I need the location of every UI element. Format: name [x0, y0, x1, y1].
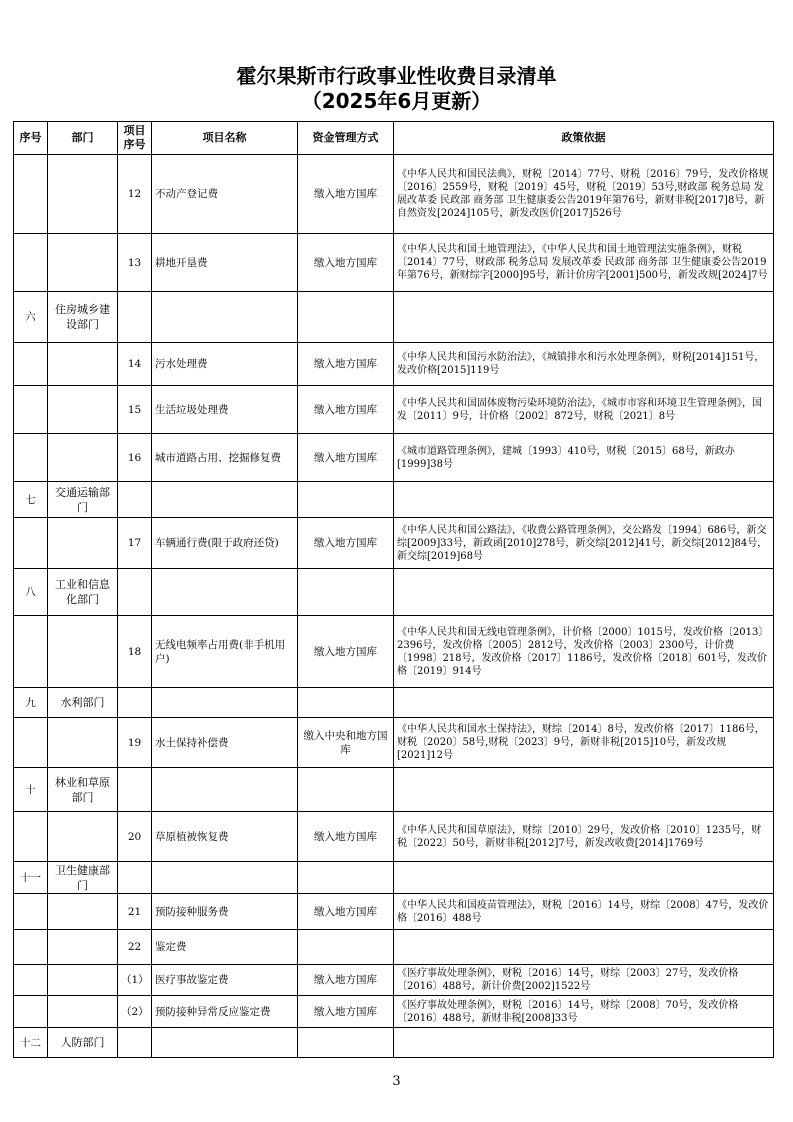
row-item-seq — [118, 1028, 152, 1058]
row-seq — [14, 812, 48, 862]
table-row — [14, 768, 774, 812]
row-dept: 人防部门 — [48, 1028, 118, 1058]
header-item-name: 项目名称 — [152, 122, 298, 155]
table-row — [14, 862, 774, 894]
table-row — [14, 434, 774, 482]
row-policy: 《中华人民共和国疫苗管理法》，财税〔2016〕14号，财综〔2008〕47号，发改价格〔2016〕488号 — [394, 894, 774, 930]
row-policy — [394, 482, 774, 518]
row-seq: 八 — [14, 569, 48, 616]
row-item-seq — [118, 482, 152, 518]
row-seq — [14, 616, 48, 688]
row-fund: 缴入地方国库 — [298, 996, 394, 1028]
row-policy — [394, 862, 774, 894]
row-item-seq: 21 — [118, 894, 152, 930]
row-fund: 缴入地方国库 — [298, 155, 394, 234]
row-item-name — [152, 1028, 298, 1058]
table-row — [14, 616, 774, 688]
row-fund — [298, 688, 394, 718]
row-item-name — [152, 862, 298, 894]
table-row — [14, 292, 774, 343]
row-item-name: 草原植被恢复费 — [152, 812, 298, 862]
row-item-seq: 18 — [118, 616, 152, 688]
row-dept — [48, 996, 118, 1028]
row-policy: 《中华人民共和国土地管理法》，《中华人民共和国土地管理法实施条例》，财税〔2014〕77号，财政部 税务总局 发展改革委 民政部 商务部 卫生健康委公告2019年第76号，新财综字[2000]95号，新计价房字[2001]500号，新发改规[2024]7号 — [394, 234, 774, 292]
row-item-name: 城市道路占用、挖掘修复费 — [152, 434, 298, 482]
document-subtitle: （2025年6月更新） — [301, 89, 492, 113]
row-seq — [14, 518, 48, 569]
row-seq: 十一 — [14, 862, 48, 894]
row-item-name: 预防接种异常反应鉴定费 — [152, 996, 298, 1028]
row-policy: 《中华人民共和国水土保持法》，财综〔2014〕8号，发改价格〔2017〕1186号，财税〔2020〕58号,财税〔2023〕9号，新财非税[2015]10号，新发改规[2021]12号 — [394, 718, 774, 768]
row-item-seq: 20 — [118, 812, 152, 862]
table-row — [14, 569, 774, 616]
header-seq: 序号 — [14, 122, 48, 155]
table-row — [14, 343, 774, 386]
row-item-name — [152, 482, 298, 518]
row-dept: 卫生健康部门 — [48, 862, 118, 894]
row-seq: 九 — [14, 688, 48, 718]
row-item-seq — [118, 862, 152, 894]
row-policy: 《中华人民共和国民法典》，财税〔2014〕77号、财税〔2016〕79号，发改价格规〔2016〕2559号，财税〔2019〕45号，财税〔2019〕53号,财政部 税务总局 发展改革委 民政部 商务部 卫生健康委公告2019年第76号，新财非税[2017]8号，新自然资发[2024]105号，新发改医价[2017]526号 — [394, 155, 774, 234]
row-item-seq: 16 — [118, 434, 152, 482]
table-row — [14, 718, 774, 768]
row-item-name: 预防接种服务费 — [152, 894, 298, 930]
row-policy: 《中华人民共和国污水防治法》，《城镇排水和污水处理条例》，财税[2014]151号，发改价格[2015]119号 — [394, 343, 774, 386]
table-row — [14, 965, 774, 996]
row-item-name: 水土保持补偿费 — [152, 718, 298, 768]
row-item-name: 鉴定费 — [152, 930, 298, 965]
row-fund — [298, 930, 394, 965]
row-item-seq — [118, 292, 152, 343]
row-item-seq: 13 — [118, 234, 152, 292]
row-policy — [394, 768, 774, 812]
row-seq: 六 — [14, 292, 48, 343]
row-item-seq — [118, 569, 152, 616]
fee-catalog-table — [13, 121, 774, 1058]
row-item-seq: 15 — [118, 386, 152, 434]
table-row — [14, 518, 774, 569]
row-dept — [48, 894, 118, 930]
row-item-seq: 19 — [118, 718, 152, 768]
row-item-name: 医疗事故鉴定费 — [152, 965, 298, 996]
table-row — [14, 482, 774, 518]
row-policy — [394, 688, 774, 718]
table-row — [14, 234, 774, 292]
row-policy: 《城市道路管理条例》，建城〔1993〕410号，财税〔2015〕68号，新政办[1999]38号 — [394, 434, 774, 482]
header-item-seq: 项目序号 — [118, 122, 152, 155]
table-row — [14, 996, 774, 1028]
row-policy: 《中华人民共和国无线电管理条例》，计价格〔2000〕1015号，发改价格〔2013〕2396号，发改价格〔2005〕2812号，发改价格〔2003〕2300号，计价费〔1998〕218号，发改价格〔2017〕1186号，发改价格〔2018〕601号，发改价格〔2019〕914号 — [394, 616, 774, 688]
row-dept — [48, 386, 118, 434]
row-item-name: 耕地开垦费 — [152, 234, 298, 292]
table-row — [14, 688, 774, 718]
row-dept — [48, 234, 118, 292]
header-fund: 资金管理方式 — [298, 122, 394, 155]
row-policy: 《医疗事故处理条例》，财税〔2016〕14号，财综〔2003〕27号，发改价格〔2016〕488号，新计价费[2002]1522号 — [394, 965, 774, 996]
row-item-name — [152, 768, 298, 812]
row-dept — [48, 930, 118, 965]
row-item-name: 生活垃圾处理费 — [152, 386, 298, 434]
row-policy: 《中华人民共和国草原法》，财综〔2010〕29号，发改价格〔2010〕1235号，财税〔2022〕50号，新财非税[2012]7号，新发改收费[2014]1769号 — [394, 812, 774, 862]
row-dept: 交通运输部门 — [48, 482, 118, 518]
row-seq — [14, 434, 48, 482]
row-seq: 七 — [14, 482, 48, 518]
row-fund — [298, 862, 394, 894]
row-dept: 住房城乡建设部门 — [48, 292, 118, 343]
row-item-seq: （2） — [118, 996, 152, 1028]
row-dept — [48, 434, 118, 482]
page-number: 3 — [392, 1074, 401, 1089]
row-seq — [14, 343, 48, 386]
row-fund — [298, 1028, 394, 1058]
row-seq: 十二 — [14, 1028, 48, 1058]
row-fund: 缴入地方国库 — [298, 812, 394, 862]
row-dept — [48, 965, 118, 996]
table-row — [14, 812, 774, 862]
row-seq — [14, 718, 48, 768]
row-seq — [14, 234, 48, 292]
row-dept — [48, 343, 118, 386]
row-dept — [48, 155, 118, 234]
row-fund: 缴入地方国库 — [298, 234, 394, 292]
header-dept: 部门 — [48, 122, 118, 155]
row-item-name: 无线电频率占用费(非手机用户) — [152, 616, 298, 688]
row-item-seq: 17 — [118, 518, 152, 569]
row-fund: 缴入地方国库 — [298, 965, 394, 996]
row-item-seq: 14 — [118, 343, 152, 386]
row-fund: 缴入地方国库 — [298, 434, 394, 482]
row-item-seq: 22 — [118, 930, 152, 965]
row-item-seq — [118, 768, 152, 812]
row-policy: 《中华人民共和国公路法》，《收费公路管理条例》，交公路发〔1994〕686号，新交综[2009]33号，新政函[2010]278号，新交综[2012]41号，新交综[2012]84号，新交综[2019]68号 — [394, 518, 774, 569]
row-seq — [14, 996, 48, 1028]
row-item-name: 车辆通行费(限于政府还贷) — [152, 518, 298, 569]
row-policy — [394, 1028, 774, 1058]
row-fund: 缴入地方国库 — [298, 386, 394, 434]
row-seq — [14, 386, 48, 434]
row-item-seq: （1） — [118, 965, 152, 996]
row-fund: 缴入地方国库 — [298, 616, 394, 688]
row-item-name — [152, 292, 298, 343]
row-item-seq — [118, 688, 152, 718]
table-row — [14, 930, 774, 965]
row-seq — [14, 155, 48, 234]
row-fund — [298, 768, 394, 812]
table-row — [14, 894, 774, 930]
row-fund — [298, 482, 394, 518]
header-policy: 政策依据 — [394, 122, 774, 155]
row-fund: 缴入中央和地方国库 — [298, 718, 394, 768]
row-fund — [298, 292, 394, 343]
row-item-name — [152, 688, 298, 718]
row-policy: 《中华人民共和国固体废物污染环境防治法》，《城市市容和环境卫生管理条例》，国发〔2011〕9号，计价格〔2002〕872号，财税〔2021〕8号 — [394, 386, 774, 434]
row-fund: 缴入地方国库 — [298, 343, 394, 386]
document-title: 霍尔果斯市行政事业性收费目录清单 — [236, 64, 557, 88]
row-fund: 缴入地方国库 — [298, 894, 394, 930]
row-seq — [14, 965, 48, 996]
row-fund — [298, 569, 394, 616]
row-item-name: 污水处理费 — [152, 343, 298, 386]
row-dept — [48, 518, 118, 569]
table-row — [14, 155, 774, 234]
row-dept: 水利部门 — [48, 688, 118, 718]
table-row — [14, 386, 774, 434]
table-row — [14, 1028, 774, 1058]
row-item-name — [152, 569, 298, 616]
row-dept — [48, 718, 118, 768]
row-seq — [14, 894, 48, 930]
row-dept: 林业和草原部门 — [48, 768, 118, 812]
row-dept — [48, 812, 118, 862]
row-fund: 缴入地方国库 — [298, 518, 394, 569]
row-policy: 《医疗事故处理条例》，财税〔2016〕14号，财综〔2008〕70号，发改价格〔2016〕488号，新财非税[2008]33号 — [394, 996, 774, 1028]
row-item-seq: 12 — [118, 155, 152, 234]
row-seq — [14, 930, 48, 965]
table-header-row — [14, 122, 774, 155]
row-dept — [48, 616, 118, 688]
row-dept: 工业和信息化部门 — [48, 569, 118, 616]
row-policy — [394, 569, 774, 616]
row-seq: 十 — [14, 768, 48, 812]
row-policy — [394, 930, 774, 965]
row-item-name: 不动产登记费 — [152, 155, 298, 234]
row-policy — [394, 292, 774, 343]
